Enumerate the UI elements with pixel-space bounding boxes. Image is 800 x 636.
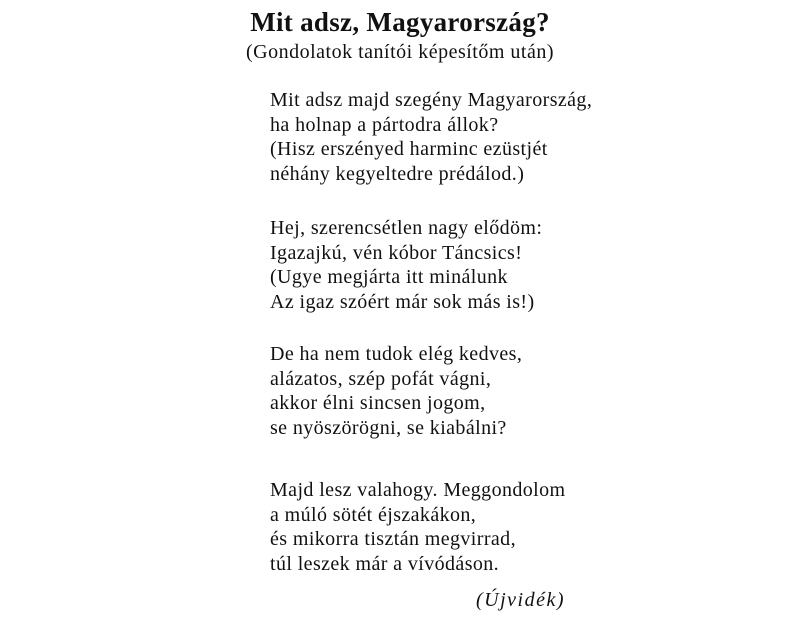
poem-signature: (Újvidék) (476, 589, 566, 611)
poem-line: túl leszek már a vívódáson. (270, 553, 500, 576)
poem-line: akkor élni sincsen jogom, (270, 392, 486, 415)
poem-line: Hej, szerencsétlen nagy elődöm: (270, 217, 543, 239)
poem-line: és mikorra tisztán megvirrad, (270, 528, 516, 551)
stanza-4 (270, 478, 566, 577)
poem-title: Mit adsz, Magyarország? (250, 7, 550, 37)
poem-line: Majd lesz valahogy. Meggondolom (270, 479, 566, 501)
poem-line: a múló sötét éjszakákon, (270, 503, 477, 526)
poem-line: Igazajkú, vén kóbor Táncsics! (270, 241, 523, 264)
stanza-2 (270, 216, 542, 315)
stanza-3 (270, 342, 522, 441)
poem-line: (Hisz erszényed harminc ezüstjét (270, 138, 548, 161)
poem-line: alázatos, szép pofát vágni, (270, 367, 492, 390)
poem-line: Mit adsz majd szegény Magyarország, (270, 89, 593, 111)
poem-line: (Ugye megjárta itt minálunk (270, 266, 508, 289)
stanza-1 (270, 88, 592, 187)
poem-line: De ha nem tudok elég kedves, (270, 343, 523, 365)
poem-line: ha holnap a pártodra állok? (270, 113, 499, 136)
poem-line: Az igaz szóért már sok más is!) (270, 291, 535, 314)
poem-subtitle: (Gondolatok tanítói képesítőm után) (246, 41, 554, 63)
poem-line: se nyöszörögni, se kiabálni? (270, 417, 507, 440)
poem-line: néhány kegyeltedre prédálod.) (270, 163, 525, 186)
